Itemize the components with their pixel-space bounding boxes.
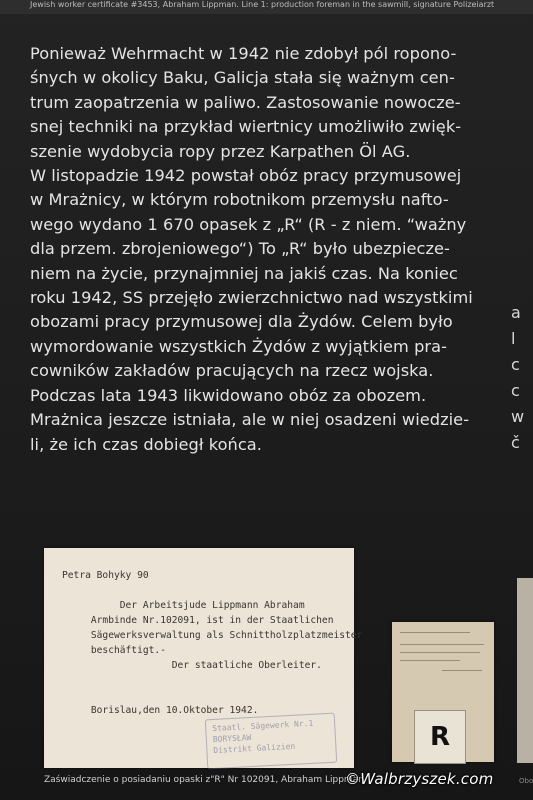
right-edge-letter: a xyxy=(511,303,521,322)
right-edge-letter: č xyxy=(511,433,520,452)
certificate-caption: Zaświadczenie o posiadaniu opaski z"R" Nr 102091, Abraham Lippman xyxy=(44,775,364,785)
certificate-typed-text: Petra Bohyky 90 Der Arbeitsjude Lippmann Abraham Armbinde Nr.102091, ist in der Staatlichen Sägewerksverwaltung als Schnittholzplatzmeister beschäftigt.- Der staatliche Oberleiter. Borislau,den 10.Oktober 1942. xyxy=(62,570,363,716)
right-edge-text xyxy=(511,300,533,500)
right-edge-letter: w xyxy=(511,407,525,426)
certificate-document xyxy=(44,548,363,768)
exhibit-body-text: Ponieważ Wehrmacht w 1942 nie zdobył pól ropono- śnych w okolicy Baku, Galicja stała się ważnym cen- trum zaopatrzenia w paliwo. Zastosowanie nowocze- snej techniki na przykład wiertnicy umożliwiło zwięk- szenie wydobycia ropy przez Karpathen Öl AG. W listopadzie 1942 powstał obóz pracy przymusowej w Mrażnicy, w którym robotnikom przemysłu nafto- wego wydano 1 670 opasek z „R“ (R - z niem. “ważny dla przem. zbrojeniowego“) To „R“ było ubezpiecze- niem na życie, przynajmniej na jakiś czas. Na koniec roku 1942, SS przejęło zwierzchnictwo nad wszystkimi obozami pracy przymusowej dla Żydów. Celem było wymordowanie wszystkich Żydów z wyjątkiem pra- cowników zakładów pracujących na rzecz wojska. Podczas lata 1943 likwidowano obóz za obozem. Mrażnica jeszcze istniała, ale w niej osadzeni wiedzie- li, że ich czas dobiegł końca. xyxy=(30,44,473,454)
right-edge-letter: c xyxy=(511,381,520,400)
right-edge-letter: l xyxy=(511,329,516,348)
armband-r xyxy=(414,710,466,764)
armband-letter: R xyxy=(429,722,451,752)
watermark-logo: ©Walbrzyszek.com xyxy=(345,770,494,788)
top-caption-strip: Jewish worker certificate #3453, Abraham Lippman. Line 1: production foreman in the sawmill, signature Polizeiarzt xyxy=(0,0,533,14)
right-edge-letter: c xyxy=(511,355,520,374)
right-caption: Obo xyxy=(519,777,533,785)
photo-edge xyxy=(517,578,533,763)
certificate-stamp: Staatl. Sägewerk Nr.1 BORYSŁAW Distrikt Galizien xyxy=(205,713,337,770)
